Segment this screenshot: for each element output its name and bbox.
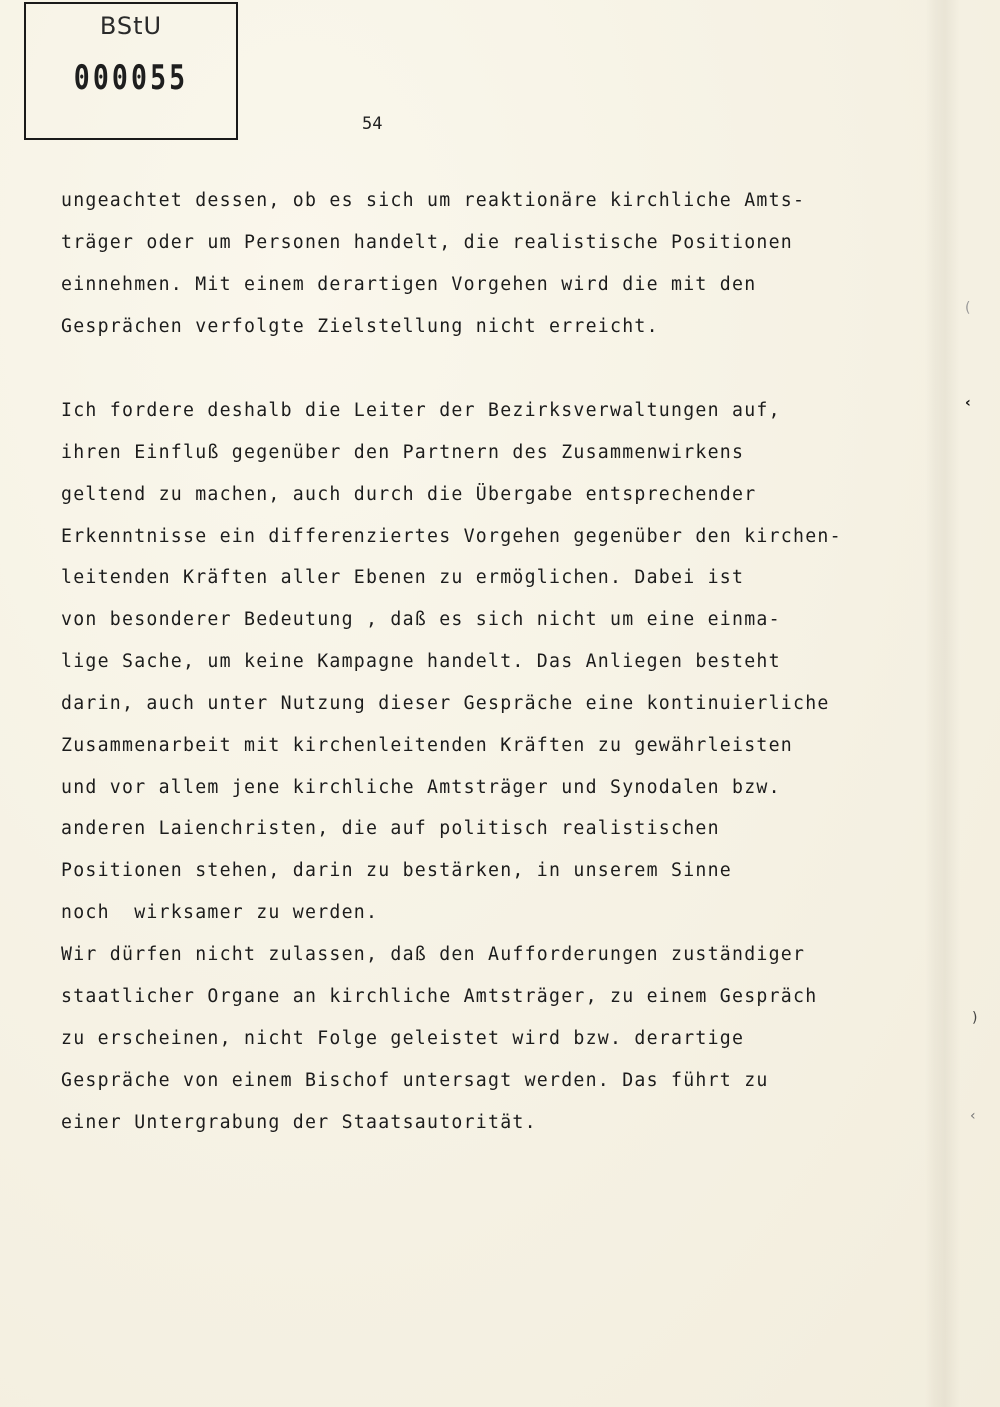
margin-mark-icon: ‹ xyxy=(965,395,971,411)
text-line: staatlicher Organe an kirchliche Amtsträger, zu einem Gespräch xyxy=(61,986,818,1007)
text-line: ungeachtet dessen, ob es sich um reaktionäre kirchliche Amts- xyxy=(61,190,806,211)
text-line: einer Untergrabung der Staatsautorität. xyxy=(61,1112,537,1133)
text-line: Gesprächen verfolgte Zielstellung nicht erreicht. xyxy=(61,316,659,337)
text-line: einnehmen. Mit einem derartigen Vorgehen wird die mit den xyxy=(61,274,757,295)
text-line: anderen Laienchristen, die auf politisch realistischen xyxy=(61,818,720,839)
text-line: noch wirksamer zu werden. xyxy=(61,902,379,923)
text-line: Positionen stehen, darin zu bestärken, in unserem Sinne xyxy=(61,860,732,881)
text-line: Gespräche von einem Bischof untersagt werden. Das führt zu xyxy=(61,1070,769,1091)
margin-mark-icon: ‹ xyxy=(970,1108,976,1124)
margin-mark-icon: ) xyxy=(972,1010,978,1026)
text-line: leitenden Kräften aller Ebenen zu ermöglichen. Dabei ist xyxy=(61,567,745,588)
stamp-label: BStU xyxy=(99,12,163,40)
text-line: Erkenntnisse ein differenziertes Vorgehen gegenüber den kirchen- xyxy=(61,526,842,547)
text-line: ihren Einfluß gegenüber den Partnern des Zusammenwirkens xyxy=(61,442,745,463)
margin-mark-icon: ( xyxy=(965,300,971,316)
text-line: zu erscheinen, nicht Folge geleistet wird bzw. derartige xyxy=(61,1028,745,1049)
text-line: geltend zu machen, auch durch die Übergabe entsprechender xyxy=(61,484,757,505)
text-line: darin, auch unter Nutzung dieser Gespräche eine kontinuierliche xyxy=(61,693,830,714)
text-line: Ich fordere deshalb die Leiter der Bezirksverwaltungen auf, xyxy=(61,400,781,421)
text-line: lige Sache, um keine Kampagne handelt. Das Anliegen besteht xyxy=(61,651,781,672)
text-line: Wir dürfen nicht zulassen, daß den Aufforderungen zuständiger xyxy=(61,944,806,965)
stamp-number: 000055 xyxy=(73,58,189,98)
text-line: Zusammenarbeit mit kirchenleitenden Kräften zu gewährleisten xyxy=(61,735,793,756)
text-line: von besonderer Bedeutung , daß es sich nicht um eine einma- xyxy=(61,609,781,630)
text-line: träger oder um Personen handelt, die realistische Positionen xyxy=(61,232,793,253)
page-number: 54 xyxy=(362,114,383,134)
archive-stamp xyxy=(24,2,238,140)
text-line: und vor allem jene kirchliche Amtsträger und Synodalen bzw. xyxy=(61,777,781,798)
